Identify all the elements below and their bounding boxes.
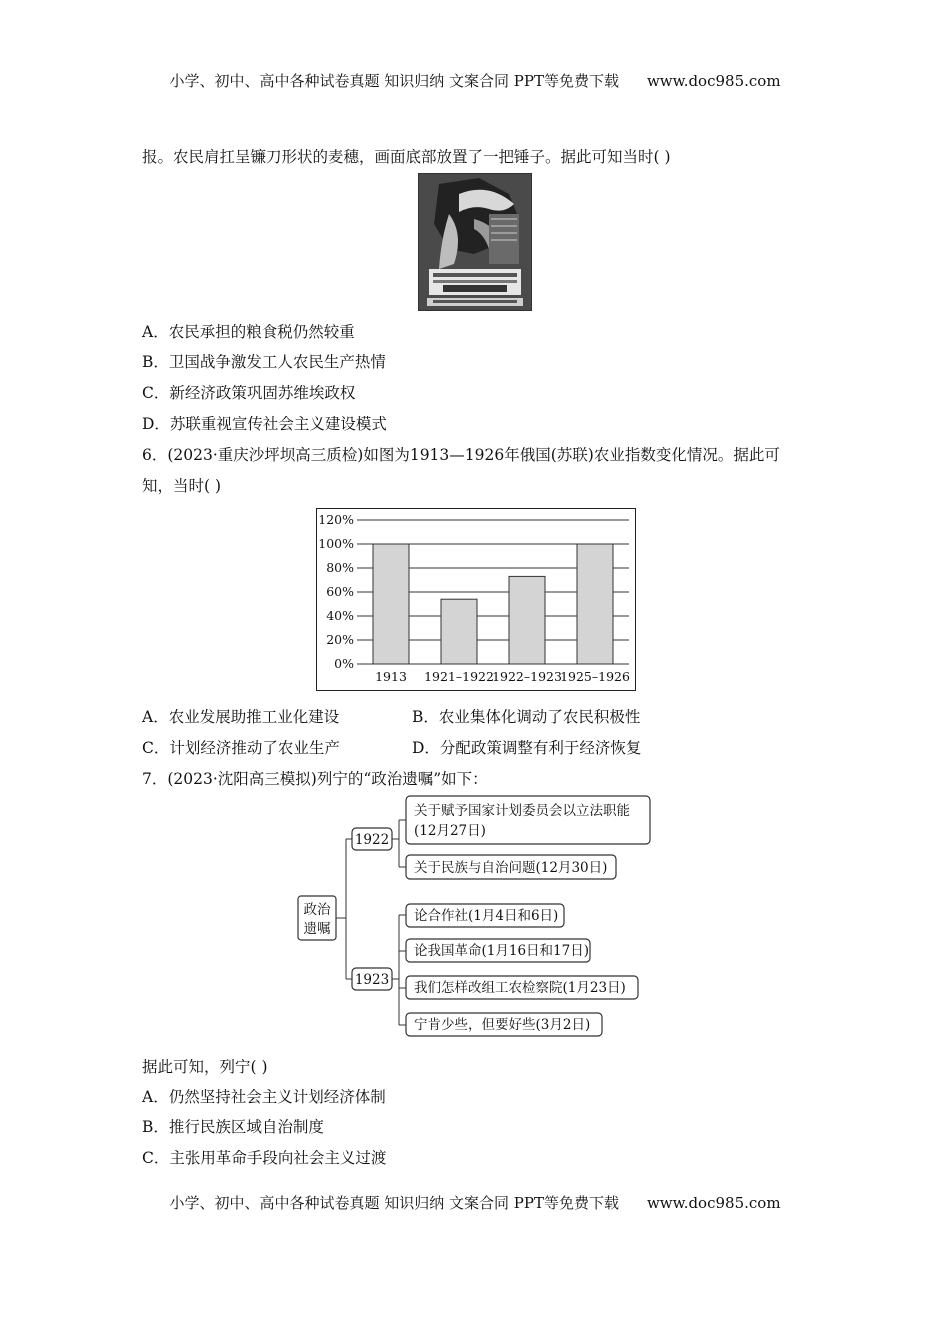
q7-option-b: B．推行民族区域自治制度 <box>142 1118 324 1136</box>
item-1923-a: 论合作社(1月4日和6日) <box>414 908 559 924</box>
q6-option-a: A．农业发展助推工业化建设 <box>142 708 340 726</box>
soviet-poster-image <box>418 173 532 311</box>
y-tick-label: 20% <box>326 632 354 647</box>
q6-stem-line2: 知，当时( ) <box>142 477 222 495</box>
q7-option-c: C．主张用革命手段向社会主义过渡 <box>142 1149 387 1167</box>
page-footer <box>0 1192 950 1213</box>
y-tick-label: 0% <box>334 656 354 671</box>
y-tick-label: 100% <box>318 536 354 551</box>
q6-option-c: C．计划经济推动了农业生产 <box>142 739 340 757</box>
item-1923-d: 宁肯少些，但要好些(3月2日) <box>414 1017 591 1033</box>
q5-option-b: B．卫国战争激发工人农民生产热情 <box>142 353 386 371</box>
item-1922-b: 关于民族与自治问题(12月30日) <box>414 860 608 876</box>
q7-stem: 7．(2023·沈阳高三模拟)列宁的“政治遗嘱”如下： <box>142 770 488 788</box>
root-label-1: 政治 <box>303 902 331 918</box>
x-tick-label: 1913 <box>375 669 407 684</box>
q5-stem: 报。农民肩扛呈镰刀形状的麦穗，画面底部放置了一把锤子。据此可知当时( ) <box>142 148 671 166</box>
q5-option-d: D．苏联重视宣传社会主义建设模式 <box>142 415 387 433</box>
y-tick-label: 40% <box>326 608 354 623</box>
q6-option-b: B．农业集体化调动了农民积极性 <box>412 708 641 726</box>
agriculture-index-chart <box>316 508 636 691</box>
item-1922-a-line1: 关于赋予国家计划委员会以立法职能 <box>414 803 630 819</box>
q5-option-c: C．新经济政策巩固苏维埃政权 <box>142 384 356 402</box>
year-1923-label: 1923 <box>354 972 390 988</box>
item-1922-a-line2: (12月27日) <box>414 823 486 839</box>
header-site[interactable]: www.doc985.com <box>646 72 781 90</box>
bar <box>509 576 545 664</box>
header-text: 小学、初中、高中各种试卷真题 知识归纳 文案合同 PPT等免费下载 <box>169 72 619 90</box>
root-label-2: 遗嘱 <box>303 921 331 937</box>
year-1922-label: 1922 <box>354 832 390 848</box>
bar <box>577 544 613 664</box>
chart-svg <box>317 509 635 690</box>
q6-stem-line1: 6．(2023·重庆沙坪坝高三质检)如图为1913—1926年俄国(苏联)农业指数变化情况。据此可 <box>142 446 780 464</box>
y-tick-label: 120% <box>318 512 354 527</box>
bar <box>373 544 409 664</box>
footer-site[interactable]: www.doc985.com <box>646 1194 781 1212</box>
item-1923-b: 论我国革命(1月16日和17日) <box>414 943 589 959</box>
footer-text: 小学、初中、高中各种试卷真题 知识归纳 文案合同 PPT等免费下载 <box>169 1194 619 1212</box>
political-testament-diagram <box>296 794 656 1038</box>
q7-after: 据此可知，列宁( ) <box>142 1058 268 1076</box>
x-tick-label: 1921–1922 <box>424 669 494 684</box>
y-tick-label: 60% <box>326 584 354 599</box>
bar <box>441 599 477 664</box>
x-tick-label: 1925–1926 <box>560 669 630 684</box>
page-header <box>0 70 950 91</box>
item-1923-c: 我们怎样改组工农检察院(1月23日) <box>414 980 626 996</box>
q5-option-a: A．农民承担的粮食税仍然较重 <box>142 323 355 341</box>
q7-option-a: A．仍然坚持社会主义计划经济体制 <box>142 1088 386 1106</box>
y-tick-label: 80% <box>326 560 354 575</box>
q6-option-d: D．分配政策调整有利于经济恢复 <box>412 739 642 757</box>
x-tick-label: 1922–1923 <box>492 669 562 684</box>
